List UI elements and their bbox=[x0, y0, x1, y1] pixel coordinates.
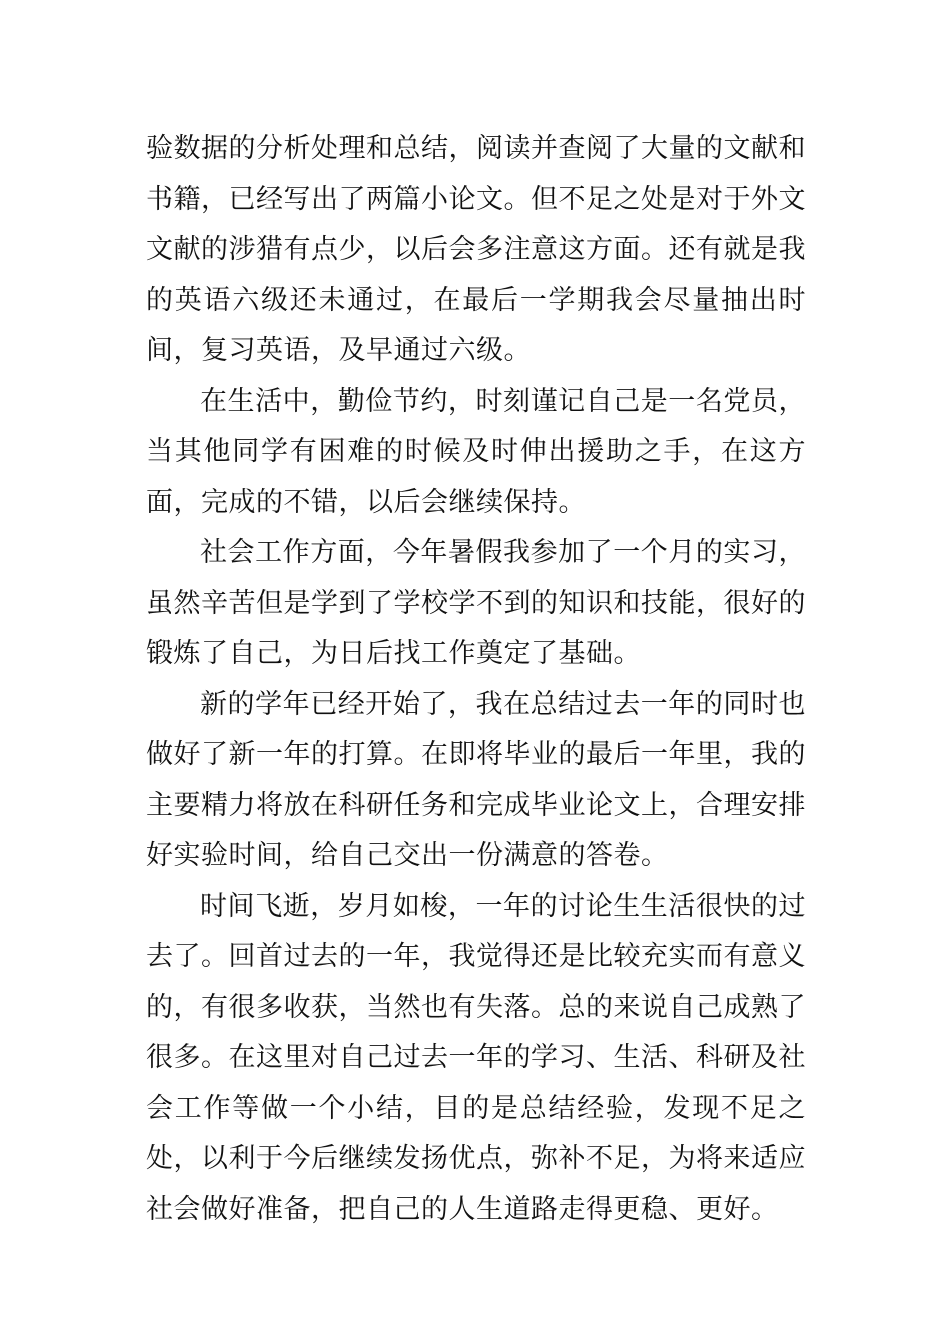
paragraph-5: 时间飞逝，岁月如梭，一年的讨论生生活很快的过去了。回首过去的一年，我觉得还是比较充实而有意义的，有很多收获，当然也有失落。总的来说自己成熟了很多。在这里对自己过去一年的学习、生活、科研及社会工作等做一个小结，目的是总结经验，发现不足之处，以利于今后继续发扬优点，弥补不足，为将来适应社会做好准备，把自己的人生道路走得更稳、更好。 bbox=[146, 890, 806, 1225]
paragraph-3: 社会工作方面，今年暑假我参加了一个月的实习，虽然辛苦但是学到了学校学不到的知识和技能，很好的锻炼了自己，为日后找工作奠定了基础。 bbox=[146, 537, 806, 669]
paragraph-2: 在生活中，勤俭节约，时刻谨记自己是一名党员，当其他同学有困难的时候及时伸出援助之手，在这方面，完成的不错，以后会继续保持。 bbox=[146, 385, 806, 518]
paragraph-1: 验数据的分析处理和总结，阅读并查阅了大量的文献和书籍，已经写出了两篇小论文。但不足之处是对于外文文献的涉猎有点少，以后会多注意这方面。还有就是我的英语六级还未通过，在最后一学期我会尽量抽出时间，复习英语，及早通过六级。 bbox=[146, 133, 806, 366]
document-body bbox=[146, 124, 806, 1235]
paragraph-4: 新的学年已经开始了，我在总结过去一年的同时也做好了新一年的打算。在即将毕业的最后一年里，我的主要精力将放在科研任务和完成毕业论文上，合理安排好实验时间，给自己交出一份满意的答卷。 bbox=[146, 688, 806, 871]
